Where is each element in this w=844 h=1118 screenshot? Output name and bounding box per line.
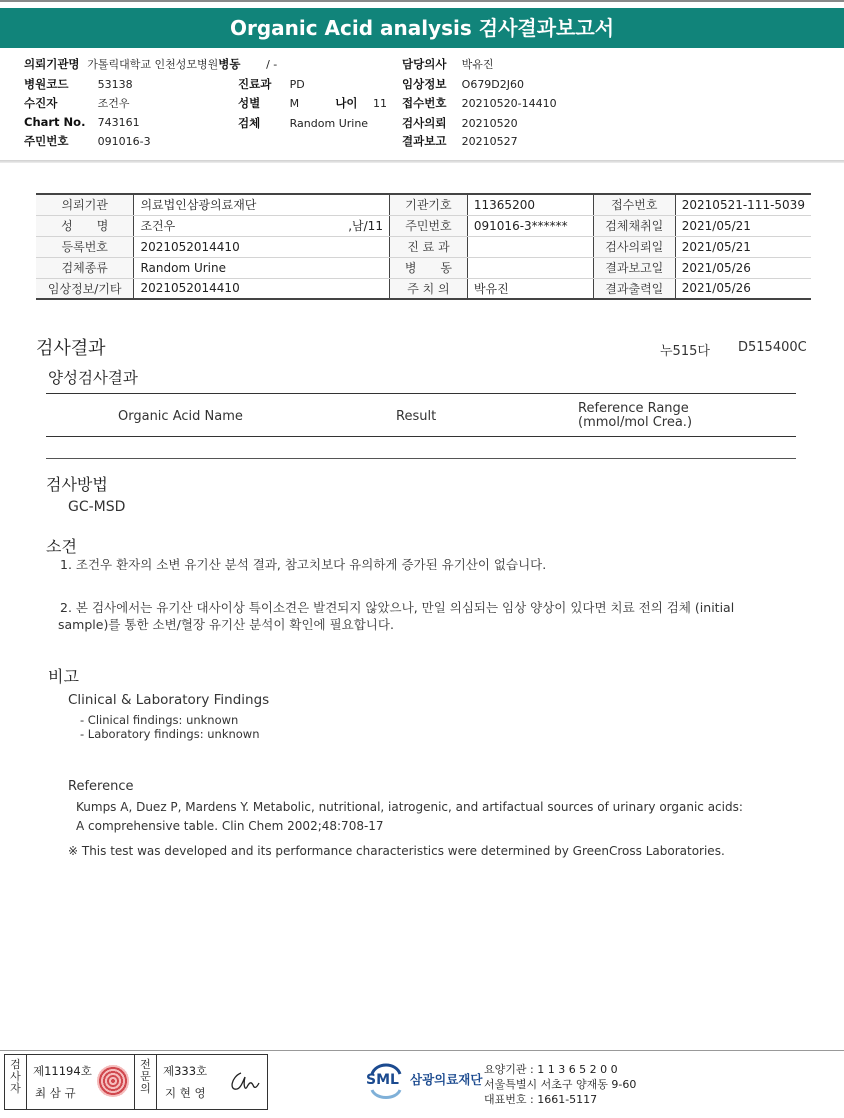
addr-line-2: 서울특별시 서초구 양재동 9-60 [484,1078,637,1091]
specialist-name: 지 현 영 [165,1086,206,1100]
dept: PD [289,78,305,91]
receipt-label: 접수번호 [402,96,447,110]
cell: 조건우 [134,215,294,236]
specimen-label: 검체 [238,116,261,130]
cell: 검사의뢰일 [593,236,675,257]
inspector-label-text: 검사자 [10,1058,21,1095]
code-2: D515400C [738,340,807,355]
cell: 등록번호 [36,236,134,257]
cell: 2021/05/21 [675,236,811,257]
col-ref-line-1: Reference Range [578,401,689,416]
inspector-name: 최 삼 규 [35,1086,76,1100]
patient-name: 조건우 [97,97,130,110]
cell: 20210521-111-5039 [675,194,811,215]
cell: 검체종류 [36,257,134,278]
specialist-label-text: 전문의 [140,1058,151,1095]
col-reference-range [578,402,692,430]
ward: / - [266,58,278,71]
addr-line-1: 요양기관 : 1 1 3 6 5 2 0 0 [484,1063,618,1076]
cell [467,236,593,257]
performance-note: ※ This test was developed and its performance characteristics were determined by GreenCross Laboratories. [68,844,725,858]
reference-title: Reference [68,779,134,794]
reference-line-2: A comprehensive table. Clin Chem 2002;48:708-17 [76,819,384,833]
table-row [36,194,811,215]
org-name: 삼광의료재단 [410,1072,483,1087]
seal-stamp [97,1065,129,1097]
age: 11 [372,97,387,110]
opinion-paragraph-1: 1. 조건우 환자의 소변 유기산 분석 결과, 참고치보다 유의하게 증가된 유기산이 없습니다. [60,557,547,572]
sex-label: 성별 [238,96,261,110]
addr-line-3: 대표번호 : 1661-5117 [484,1093,598,1106]
cell: 주 치 의 [389,278,467,299]
reference-line-1: Kumps A, Duez P, Mardens Y. Metabolic, nutritional, iatrogenic, and artifactual sources of urinary organic acids: [76,800,743,814]
code-1: 누515다 [660,344,710,359]
cell: 2021/05/26 [675,278,811,299]
receipt-no: 20210520-14410 [461,97,557,110]
signature-box [4,1054,268,1110]
req-org-label: 의뢰기관명 [24,57,80,71]
remarks-title: 비고 [48,667,79,686]
table-row [36,257,811,278]
cell: 진 료 과 [389,236,467,257]
cell: 의뢰기관 [36,194,134,215]
results-bottom-rule [46,458,796,459]
table-row [36,236,811,257]
cell: ,남/11 [294,215,390,236]
col-ref-line-2: (mmol/mol Crea.) [578,415,693,430]
cell: 검체채취일 [593,215,675,236]
col-result: Result [396,409,437,424]
results-header-rule [46,436,796,437]
cell: 임상정보/기타 [36,278,134,299]
sml-logo-text: SML [366,1072,399,1088]
ward-label: 병동 [218,57,241,71]
opinion-paragraph-2a: 2. 본 검사에서는 유기산 대사이상 특이소견은 발견되지 않았으나, 만일 의심되는 임상 양상이 있다면 치료 전의 검체 (initial [60,600,735,615]
chart-label: Chart No. [24,115,86,129]
cell: 2021/05/21 [675,215,811,236]
cell: 성 명 [36,215,134,236]
info-table [36,193,811,300]
positive-results-title: 양성검사결과 [48,369,138,387]
clinical-info: O679D2J60 [461,78,525,91]
footer-rule [0,1050,844,1051]
inspector-label [5,1055,27,1109]
dept-label: 진료과 [238,77,272,91]
hosp-code-label: 병원코드 [24,77,69,91]
req-org: 가톨릭대학교 인천성모병원 [87,58,219,71]
table-row [36,278,811,299]
cell: 결과보고일 [593,257,675,278]
findings-title: Clinical & Laboratory Findings [68,692,270,708]
top-rule [0,0,844,2]
hosp-code: 53138 [97,78,133,91]
signature-icon [227,1069,261,1095]
cell: 2021052014410 [134,236,390,257]
resident-no: 091016-3 [97,135,151,148]
col-organic-acid-name: Organic Acid Name [118,409,243,424]
req-date: 20210520 [461,117,518,130]
report-title: Organic Acid analysis 검사결과보고서 [0,8,844,48]
cell: 기관기호 [389,194,467,215]
cell: 접수번호 [593,194,675,215]
age-label: 나이 [335,96,358,110]
results-top-rule [46,393,796,394]
table-row [36,215,811,236]
cell [467,257,593,278]
org-address [484,1062,636,1107]
chart-no: 743161 [97,116,140,129]
cell: 결과출력일 [593,278,675,299]
report-date: 20210527 [461,135,518,148]
specialist-cell [157,1055,267,1109]
cell: 2021/05/26 [675,257,811,278]
specialist-label [135,1055,157,1109]
clinical-findings: - Clinical findings: unknown [80,713,239,727]
opinion-title: 소견 [46,537,77,556]
method-value: GC-MSD [68,499,126,515]
laboratory-findings: - Laboratory findings: unknown [80,727,260,741]
opinion-paragraph-2b: sample)를 통한 소변/혈장 유기산 분석이 확인에 필요합니다. [58,617,394,632]
sex: M [289,97,300,110]
report-date-label: 결과보고 [402,134,447,148]
specialist-no: 제333호 [163,1064,208,1078]
cell: 091016-3****** [467,215,593,236]
inspector-no: 제11194호 [33,1064,92,1078]
specimen: Random Urine [289,117,369,130]
cell: 의료법인삼광의료재단 [134,194,390,215]
clinical-label: 임상정보 [402,77,447,91]
results-title: 검사결과 [36,338,106,359]
req-date-label: 검사의뢰 [402,116,447,130]
cell: 2021052014410 [134,278,390,299]
cell: 주민번호 [389,215,467,236]
cell: 11365200 [467,194,593,215]
patient-label: 수진자 [24,96,58,110]
doctor-label: 담당의사 [402,57,447,71]
header-divider [0,160,844,163]
cell: Random Urine [134,257,390,278]
doctor: 박유진 [461,58,494,71]
cell: 박유진 [467,278,593,299]
cell: 병 동 [389,257,467,278]
inspector-cell [27,1055,135,1109]
resident-label: 주민번호 [24,134,69,148]
method-title: 검사방법 [46,475,108,494]
